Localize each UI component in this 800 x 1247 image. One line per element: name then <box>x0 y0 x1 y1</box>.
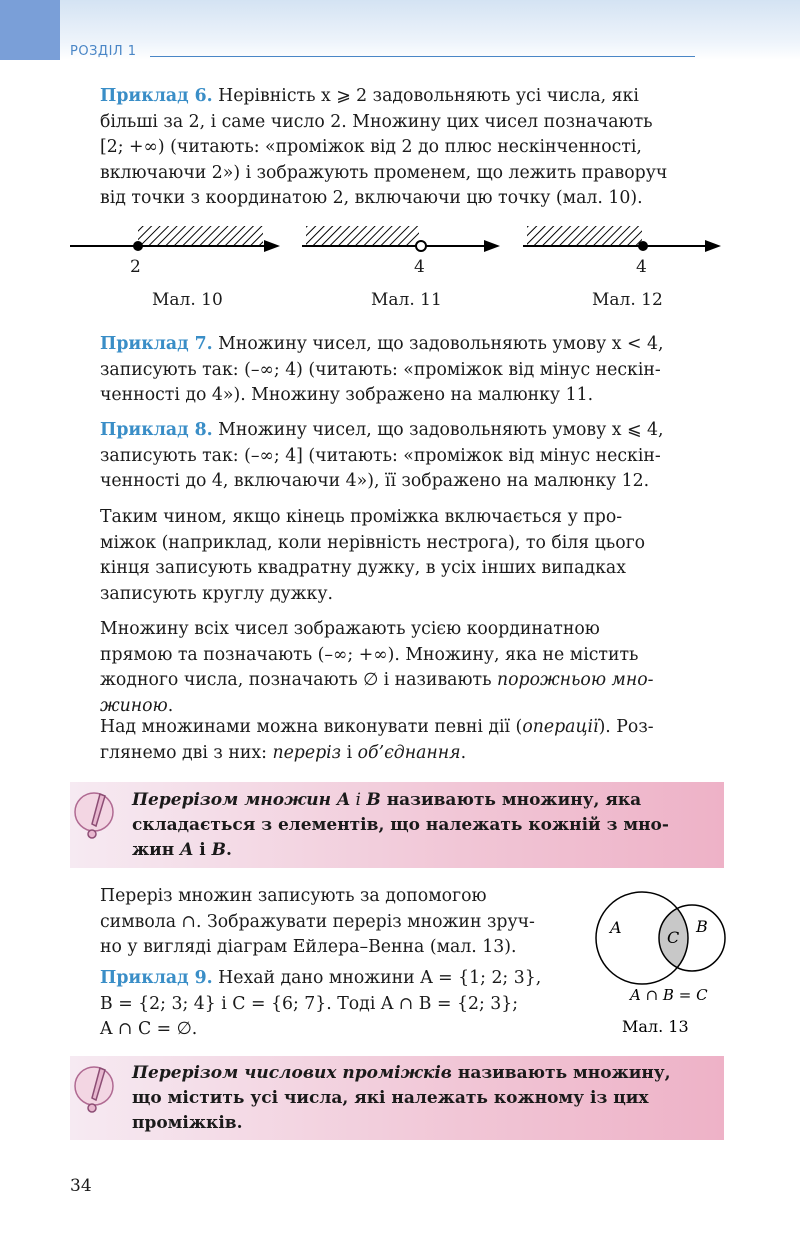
figure-11-caption: Мал. 11 <box>371 290 442 310</box>
example-6 <box>70 84 724 212</box>
example-9 <box>70 966 575 1043</box>
text-line: жин <box>132 840 181 860</box>
filled-point <box>638 241 648 251</box>
text-line: жодного числа, позначають ∅ і називають <box>100 670 497 690</box>
text-line: ченності до 4, включаючи 4»), її зображено на малюнку 12. <box>100 471 650 491</box>
text-line: називають множину, <box>451 1063 671 1083</box>
text-line: A ∩ C = ∅. <box>100 1019 198 1039</box>
text-line: Множину чисел, що задовольняють умову x < 4, <box>212 334 664 354</box>
exclamation-icon <box>70 782 130 868</box>
set-a: A <box>180 840 194 860</box>
set-b: B <box>211 840 227 860</box>
example-6-label: Приклад 6. <box>100 86 213 106</box>
arrow-head <box>484 240 500 252</box>
text-line: символа ∩. Зображувати переріз множин зруч- <box>100 911 535 932</box>
text-line: міжок (наприклад, коли нерівність нестрога), то біля цього <box>100 532 646 553</box>
hatched-region <box>306 226 419 246</box>
filled-point <box>133 241 143 251</box>
example-8-label: Приклад 8. <box>100 420 213 440</box>
text-line: . <box>167 695 174 716</box>
section-label: РОЗДІЛ 1 <box>70 44 137 59</box>
text-line: включаючи 2») і зображують променем, що лежить праворуч <box>100 162 668 183</box>
text-line: записують так: (–∞; 4) (читають: «проміжок від мінус нескін- <box>100 359 661 380</box>
text-line: глянемо дві з них: <box>100 742 273 763</box>
text-line: і <box>350 790 367 810</box>
text-line: Нехай дано множини A = {1; 2; 3}, <box>212 968 542 988</box>
corner-block <box>0 0 60 60</box>
text-line: кінця записують квадратну дужку, в усіх інших випадках <box>100 558 626 578</box>
arrow-head <box>705 240 721 252</box>
text-line: складається з елементів, що належать кожній з мно- <box>132 815 669 835</box>
exclamation-icon <box>70 1056 130 1140</box>
text-line: від точки з координатою 2, включаючи цю точку (мал. 10). <box>100 188 643 208</box>
paragraph-operations <box>70 715 724 766</box>
text-line: Над множинами можна виконувати певні дії ( <box>100 717 523 737</box>
number-line-figure-10 <box>70 222 285 282</box>
text-line: ). Роз- <box>598 717 654 737</box>
page-number: 34 <box>70 1176 92 1196</box>
venn-label-c: C <box>667 928 680 947</box>
term-union: об’єднання <box>357 742 461 763</box>
hatched-region <box>527 226 642 246</box>
term-empty-set-end: жиною <box>100 695 168 716</box>
text-line: що містить усі числа, які належать кожному із цих <box>132 1088 649 1108</box>
figure-13-caption: Мал. 13 <box>622 1017 689 1036</box>
text-line: Множину всіх чисел зображають усією координатною <box>100 619 600 639</box>
figure-10-caption: Мал. 10 <box>152 290 223 310</box>
text-line: Нерівність x ⩾ 2 задовольняють усі числа, які <box>212 86 639 106</box>
text-line: прямою та позначають (–∞; +∞). Множину, яка не містить <box>100 644 639 665</box>
text-line: проміжків. <box>132 1113 243 1133</box>
number-line-figure-11 <box>302 222 507 282</box>
text-line: записують круглу дужку. <box>100 583 334 604</box>
text-line: [2; +∞) (читають: «проміжок від 2 до плюс нескінченності, <box>100 137 642 157</box>
defined-term: Перерізом множин A <box>132 790 351 810</box>
number-line-figure-12 <box>523 222 728 282</box>
venn-formula: A ∩ B = C <box>630 986 708 1004</box>
term-empty-set: порожньою мно- <box>496 670 654 690</box>
text-line: но у вигляді діаграм Ейлера–Венна (мал. 13). <box>100 937 517 957</box>
definition-text <box>132 1061 710 1136</box>
set-b: B <box>366 790 381 810</box>
text-line: Множину чисел, що задовольняють умову x ⩽ 4, <box>212 420 664 440</box>
term-operations: операції <box>522 717 599 737</box>
venn-diagram <box>590 880 735 1040</box>
example-7-label: Приклад 7. <box>100 334 213 354</box>
arrow-head <box>264 240 280 252</box>
figure-12-caption: Мал. 12 <box>592 290 663 310</box>
text-line: і <box>341 742 358 763</box>
paragraph-interval-brackets <box>70 505 724 607</box>
figure-11-point-label: 4 <box>414 257 425 277</box>
text-line: ченності до 4»). Множину зображено на малюнку 11. <box>100 385 594 405</box>
example-9-label: Приклад 9. <box>100 968 213 988</box>
hatched-region <box>138 226 263 246</box>
venn-label-b: B <box>696 917 708 936</box>
paragraph-intersection <box>70 884 575 961</box>
text-line: більші за 2, і саме число 2. Множину цих чисел позначають <box>100 111 653 132</box>
figure-12-point-label: 4 <box>636 257 647 277</box>
text-line: і <box>193 840 212 860</box>
definition-text <box>132 788 710 863</box>
example-8 <box>70 418 724 495</box>
defined-term: Перерізом числових проміжків <box>132 1063 452 1083</box>
paragraph-all-numbers <box>70 617 724 719</box>
definition-box-intersection <box>70 782 724 868</box>
text-line: називають множину, яка <box>380 790 642 810</box>
text-line: Переріз множин записують за допомогою <box>100 886 487 906</box>
text-line: . <box>460 742 467 763</box>
example-7 <box>70 332 724 409</box>
text-line: . <box>226 840 232 860</box>
text-line: B = {2; 3; 4} і C = {6; 7}. Тоді A ∩ B = {2; 3}; <box>100 993 519 1014</box>
definition-box-interval-intersection <box>70 1056 724 1140</box>
figure-10-point-label: 2 <box>130 257 141 277</box>
header-rule <box>150 56 695 57</box>
term-intersection: переріз <box>272 742 342 763</box>
text-line: записують так: (–∞; 4] (читають: «проміжок від мінус нескін- <box>100 445 661 466</box>
text-line: Таким чином, якщо кінець проміжка включається у про- <box>100 507 623 527</box>
open-point <box>416 241 426 251</box>
venn-label-a: A <box>610 918 622 937</box>
